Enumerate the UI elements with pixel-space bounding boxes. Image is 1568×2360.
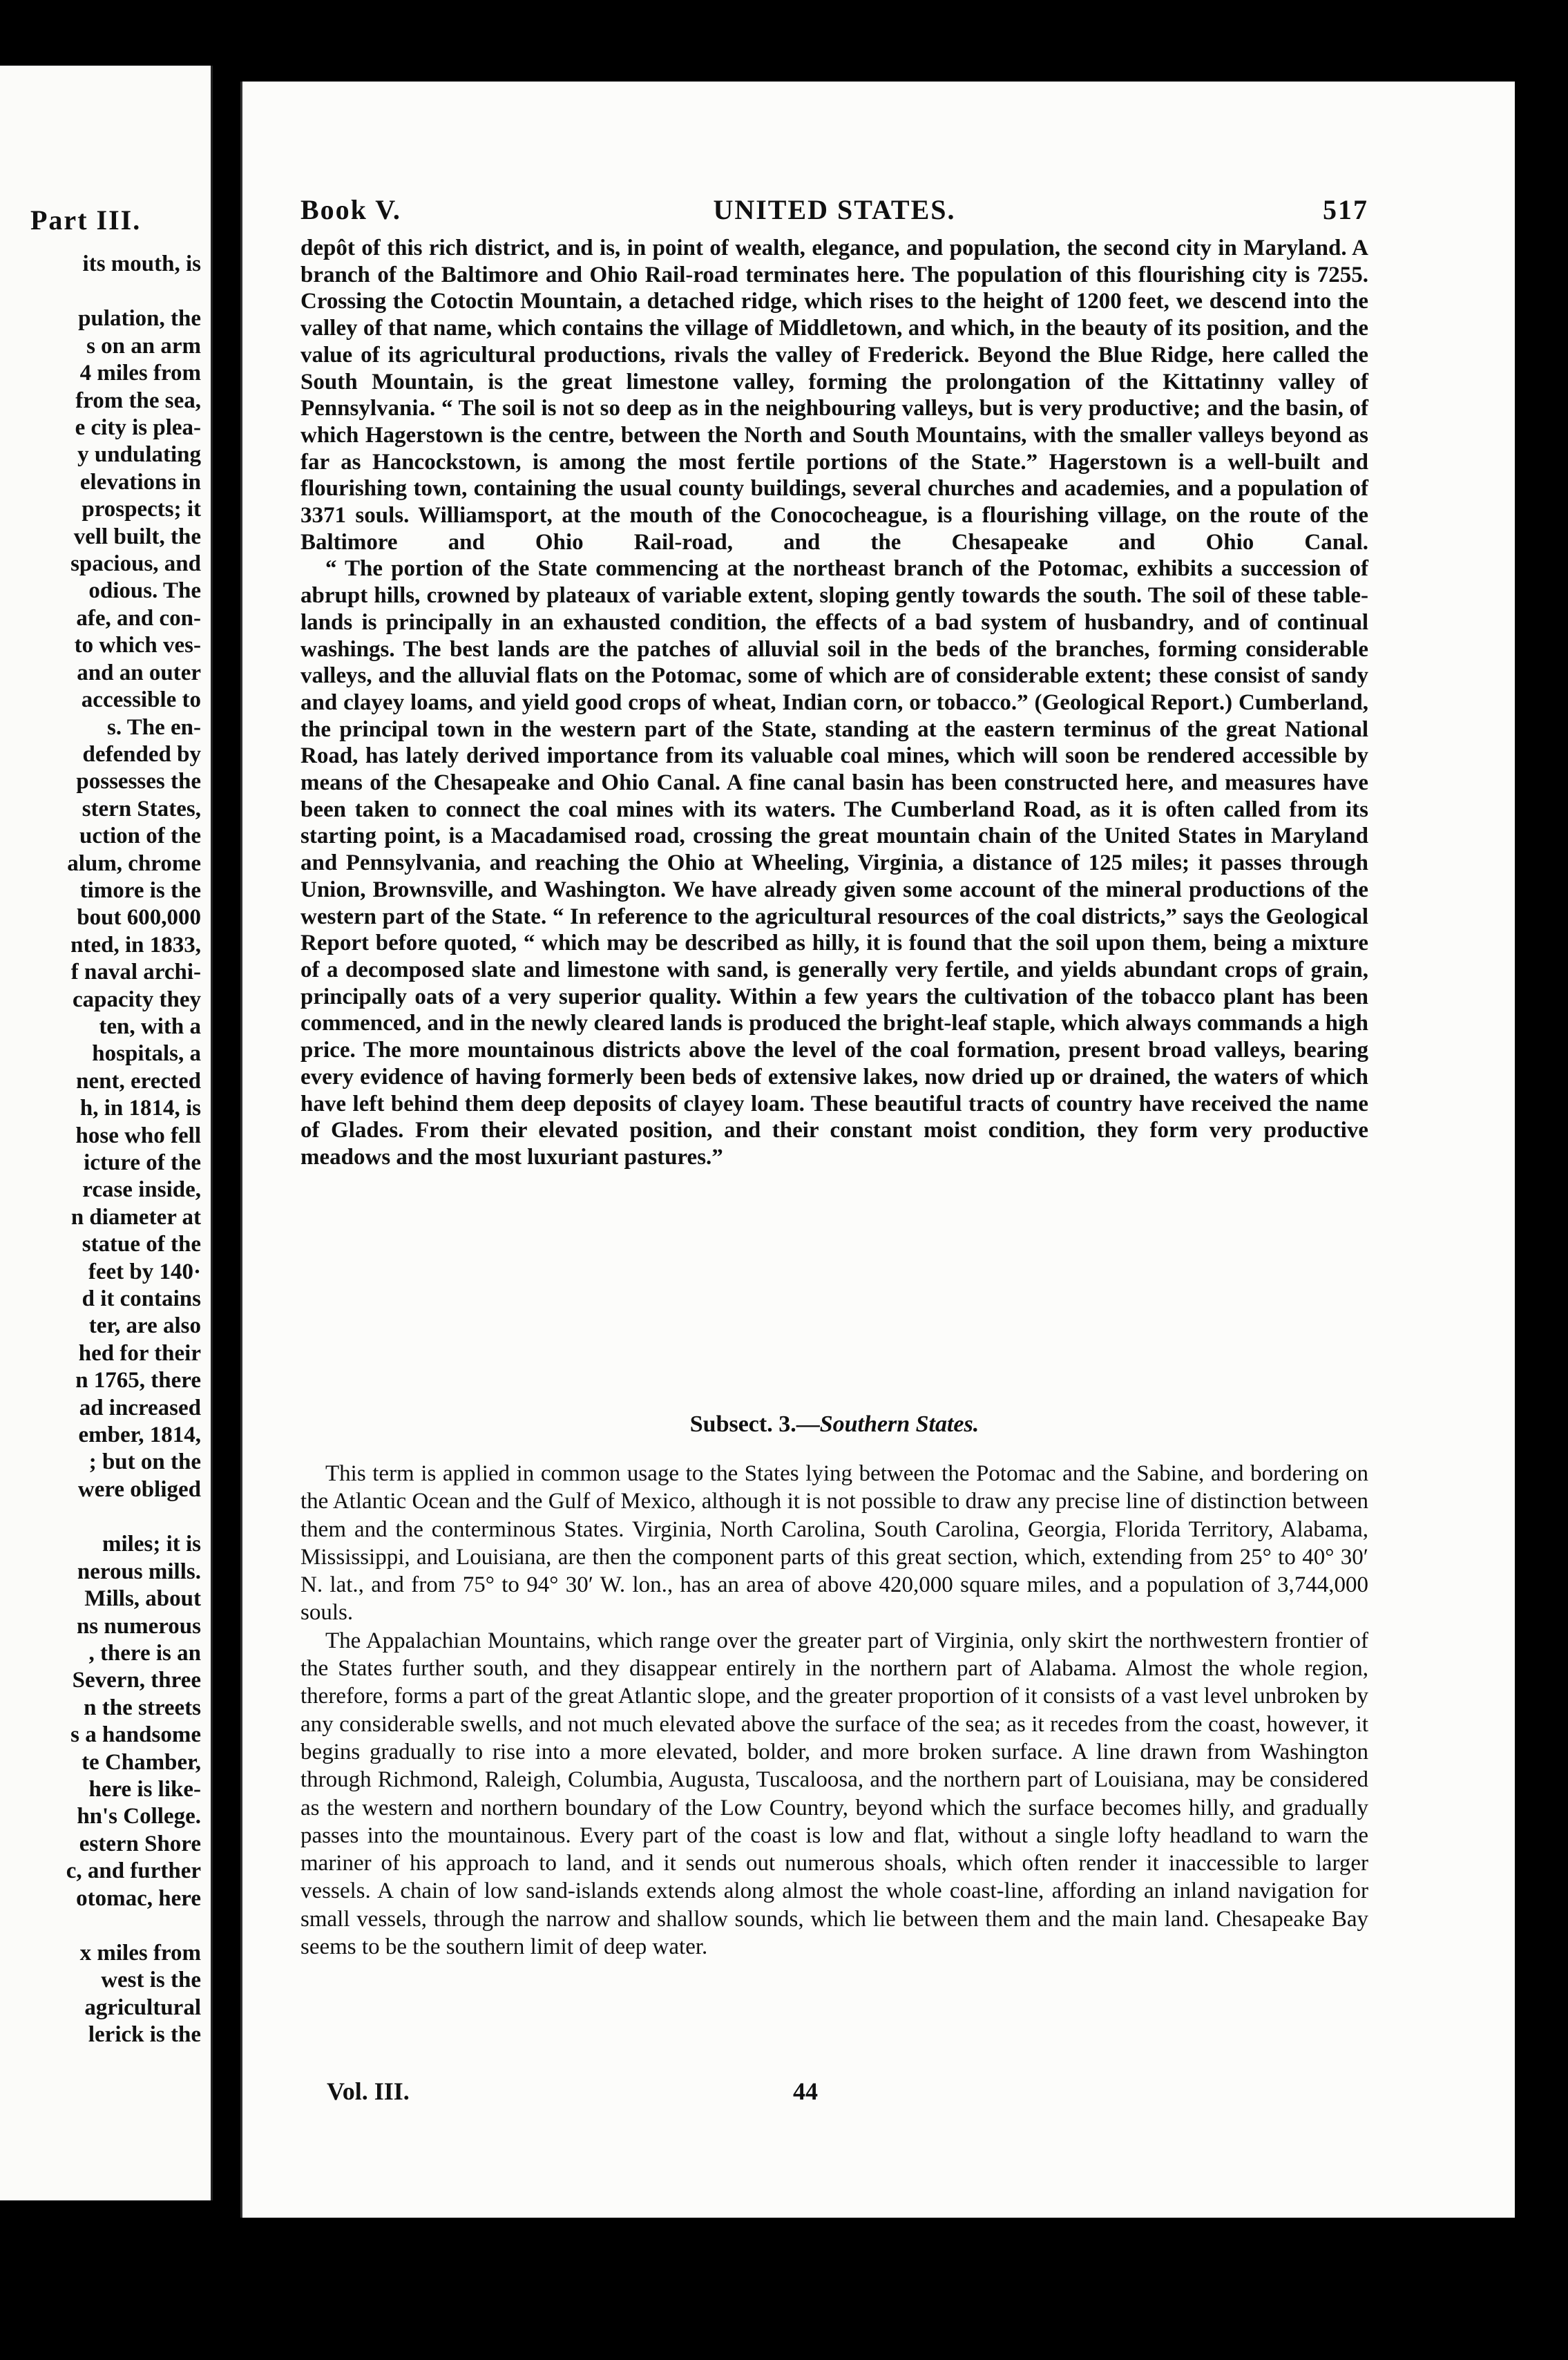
left-page-line: spacious, and [70, 551, 201, 577]
left-page-line: timore is the [79, 877, 201, 903]
left-page-line: its mouth, is [82, 251, 201, 276]
left-page-line: possesses the [76, 769, 201, 794]
left-page-line: ns numerous [76, 1613, 201, 1639]
left-page-line: elevations in [79, 469, 201, 495]
left-page-line: n diameter at [70, 1204, 201, 1230]
left-page-line: h, in 1814, is [79, 1096, 201, 1121]
left-page-line: c, and further [66, 1858, 201, 1884]
left-page-line: hed for their [78, 1340, 201, 1366]
right-page [240, 82, 1515, 2218]
left-page-line: s. The en- [107, 714, 201, 740]
left-page-line: otomac, here [76, 1885, 201, 1911]
left-page-line: lerick is the [88, 2022, 201, 2048]
left-page-line: n the streets [84, 1695, 201, 1720]
left-page-line: s on an arm [86, 333, 201, 359]
left-page-line: west is the [101, 1968, 201, 1993]
left-page-line: statue of the [82, 1232, 201, 1257]
left-page-line: nent, erected [76, 1068, 201, 1094]
left-page-line: estern Shore [79, 1831, 201, 1856]
signature-mark: 44 [793, 2077, 818, 2105]
left-page-line: f naval archi- [70, 960, 201, 985]
page-number: 517 [1323, 194, 1368, 225]
left-page-line: Severn, three [72, 1668, 201, 1693]
left-page-header: Part III. [30, 204, 142, 236]
body-text-top [300, 235, 1368, 1171]
left-page [0, 66, 213, 2200]
left-page-line: ter, are also [88, 1313, 201, 1339]
left-page-line: , there is an [88, 1640, 201, 1666]
left-page-line: vell built, the [73, 524, 201, 549]
left-page-line: bout 600,000 [77, 905, 201, 931]
left-page-line: agricultural [84, 1995, 201, 2020]
left-page-line: hn's College. [77, 1804, 201, 1829]
left-page-line [0, 1912, 201, 1940]
paragraph: The Appalachian Mountains, which range over the greater part of Virginia, only skirt the northwestern frontier of the States further south, and they disappear entirely in the northern part of Alabama. Almost the whole region, therefore, forms a part of the great Atlantic slope, and the greater proportion of it consists of a vast level unbroken by any considerable swells, and not much elevated above the surface of the sea; as it recedes from the coast, however, it begins gradually to rise into a more elevated, bolder, and more broken surface. A line drawn from Washington through Richmond, Raleigh, Columbia, Augusta, Tuscaloosa, and the northern part of Louisiana, may be considered as the western and northern boundary of the Low Country, beyond which the surface becomes hilly, and gradually passes into the mountainous. Every part of the coast is low and flat, without a single lofty headland to warn the mariner of his approach to land, and it sends out numerous shoals, which often render it inaccessible to larger vessels. A chain of low sand-islands extends along almost the whole coast-line, affording an inland navigation for small vessels, through the narrow and shallow sounds, which lie between them and the main land. Chesapeake Bay seems to be the southern limit of deep water. [300, 1628, 1368, 1960]
left-page-line: e city is plea- [75, 415, 201, 441]
body-text-bottom [300, 1460, 1368, 1961]
left-page-line: and an outer [77, 660, 201, 685]
left-page-line: odious. The [88, 578, 201, 604]
left-page-line: hose who fell [75, 1123, 201, 1148]
left-page-line: icture of the [84, 1150, 201, 1175]
left-page-line: here is like- [88, 1776, 201, 1802]
left-page-line [0, 278, 201, 305]
left-page-line: feet by 140· [88, 1259, 201, 1284]
subsection-heading [300, 1411, 1368, 1438]
left-page-line: ad increased [79, 1395, 201, 1420]
page-title: UNITED STATES. [713, 194, 956, 225]
running-header [300, 193, 1368, 232]
left-page-line: afe, and con- [76, 605, 201, 631]
left-page-line: d it contains [82, 1286, 201, 1312]
left-page-line: y undulating [77, 442, 201, 468]
left-page-line: ember, 1814, [78, 1422, 201, 1448]
page-footer [327, 2077, 1017, 2111]
volume-label: Vol. III. [327, 2077, 410, 2105]
left-page-line: x miles from [79, 1940, 201, 1966]
left-page-line [0, 1503, 201, 1531]
left-page-line: from the sea, [75, 388, 201, 413]
left-page-line: pulation, the [78, 306, 201, 332]
paragraph: This term is applied in common usage to the States lying between the Potomac and the Sabine, and bordering on the Atlantic Ocean and the Gulf of Mexico, although it is not possible to draw any precise line of distinction between them and the conterminous States. Virginia, North Carolina, South Carolina, Georgia, Florida Territory, Alabama, Mississippi, and Louisiana, are then the component parts of this great section, which, extending from 25° to 40° 30′ N. lat., and from 75° to 94° 30′ W. lon., has an area of above 420,000 square miles, and a population of 3,744,000 souls. [300, 1461, 1368, 1626]
left-page-line: stern States, [82, 796, 201, 821]
left-page-line: accessible to [81, 687, 201, 713]
left-page-line: te Chamber, [82, 1749, 201, 1775]
left-page-line: n 1765, there [75, 1368, 201, 1393]
left-page-line: to which ves- [74, 633, 201, 658]
left-page-line: were obliged [77, 1476, 201, 1502]
left-page-line: defended by [82, 741, 201, 767]
left-page-line: hospitals, a [92, 1041, 201, 1067]
left-page-line: rcase inside, [82, 1177, 201, 1203]
left-page-line: miles; it is [102, 1532, 201, 1557]
left-page-line: nted, in 1833, [70, 932, 201, 958]
left-page-line: s a handsome [70, 1722, 201, 1748]
left-page-line: 4 miles from [79, 361, 201, 386]
paragraph: “ The portion of the State commencing at the northeast branch of the Potomac, exhibits a succession of abrupt hills, crowned by plateaux of variable extent, sloping gently towards the south. The soil of these table-lands is principally in an exhausted condition, the effects of a bad system of husbandry, and of continual washings. The best lands are the patches of alluvial soil in the beds of the branches, forming considerable valleys, and the alluvial flats on the Potomac, some of which are of considerable extent; these consist of sandy and clayey loams, and yield good crops of wheat, Indian corn, or tobacco.” (Geological Report.) Cumberland, the principal town in the western part of the State, standing at the eastern terminus of the great National Road, has lately derived importance from its valuable coal mines, which will soon be rendered accessible by means of the Chesapeake and Ohio Canal. A fine canal basin has been constructed here, and measures have been taken to connect the coal mines with its waters. The Cumberland Road, as it is often called from its starting point, is a Macadamised road, crossing the great mountain chain of the United States in Maryland and Pennsylvania, and reaching the Ohio at Wheeling, Virginia, a distance of 125 miles; it passes through Union, Brownsville, and Washington. We have already given some account of the mineral productions of the western part of the State. “ In reference to the agricultural resources of the coal districts,” says the Geological Report before quoted, “ which may be described as hilly, it is found that the soil upon them, being a mixture of a decomposed slate and limestone with sand, is generally very fertile, and yields abundant crops of grain, principally oats of a very superior quality. Within a few years the cultivation of the tobacco plant has been commenced, and in the newly cleared lands is produced the bright-leaf staple, which always commands a high price. The more mountainous districts above the level of the coal formation, present broad valleys, bearing every evidence of having formerly been beds of extensive lakes, now dried up or drained, the waters of which have left behind them deep deposits of clayey loam. These beautiful tracts of country have received the name of Glades. From their elevated position, and their constant moist condition, they form very productive meadows and the most luxuriant pastures.” [300, 556, 1368, 1170]
subsection-label: Subsect. 3.— [689, 1411, 820, 1437]
left-page-line: uction of the [79, 824, 201, 849]
left-page-line: nerous mills. [77, 1559, 201, 1584]
paragraph: depôt of this rich district, and is, in point of wealth, elegance, and population, the second city in Maryland. A branch of the Baltimore and Ohio Rail-road terminates here. The population of this flourishing city is 7255. Crossing the Cotoctin Mountain, a detached ridge, which rises to the height of 1200 feet, we descend into the valley of that name, which contains the village of Middletown, and which, in the beauty of its position, and the value of its agricultural productions, rivals the valley of Frederick. Beyond the Blue Ridge, here called the South Mountain, is the great limestone valley, forming the prolongation of the Kittatinny valley of Pennsylvania. “ The soil is not so deep as in the neighbouring valleys, but is very productive; and the basin, of which Hagerstown is the centre, between the North and South Mountains, with the smaller valleys beyond as far as Hancockstown, is among the most fertile portions of the State.” Hagerstown is a well-built and flourishing town, containing the usual county buildings, several churches and academies, and a population of 3371 souls. Williamsport, at the mouth of the Conococheague, is a flourishing village, on the route of the Baltimore and Ohio Rail-road, and the Chesapeake and Ohio Canal. [300, 236, 1368, 555]
subsection-title: Southern States. [819, 1411, 979, 1437]
left-page-line: Mills, about [84, 1586, 201, 1612]
left-page-line: ten, with a [99, 1014, 201, 1039]
left-page-line: prospects; it [82, 497, 201, 522]
book-label: Book V. [300, 194, 401, 225]
left-page-line: capacity they [72, 987, 201, 1012]
left-page-line: ; but on the [88, 1449, 201, 1475]
left-page-text [0, 251, 201, 2049]
left-page-line: alum, chrome [67, 850, 201, 876]
